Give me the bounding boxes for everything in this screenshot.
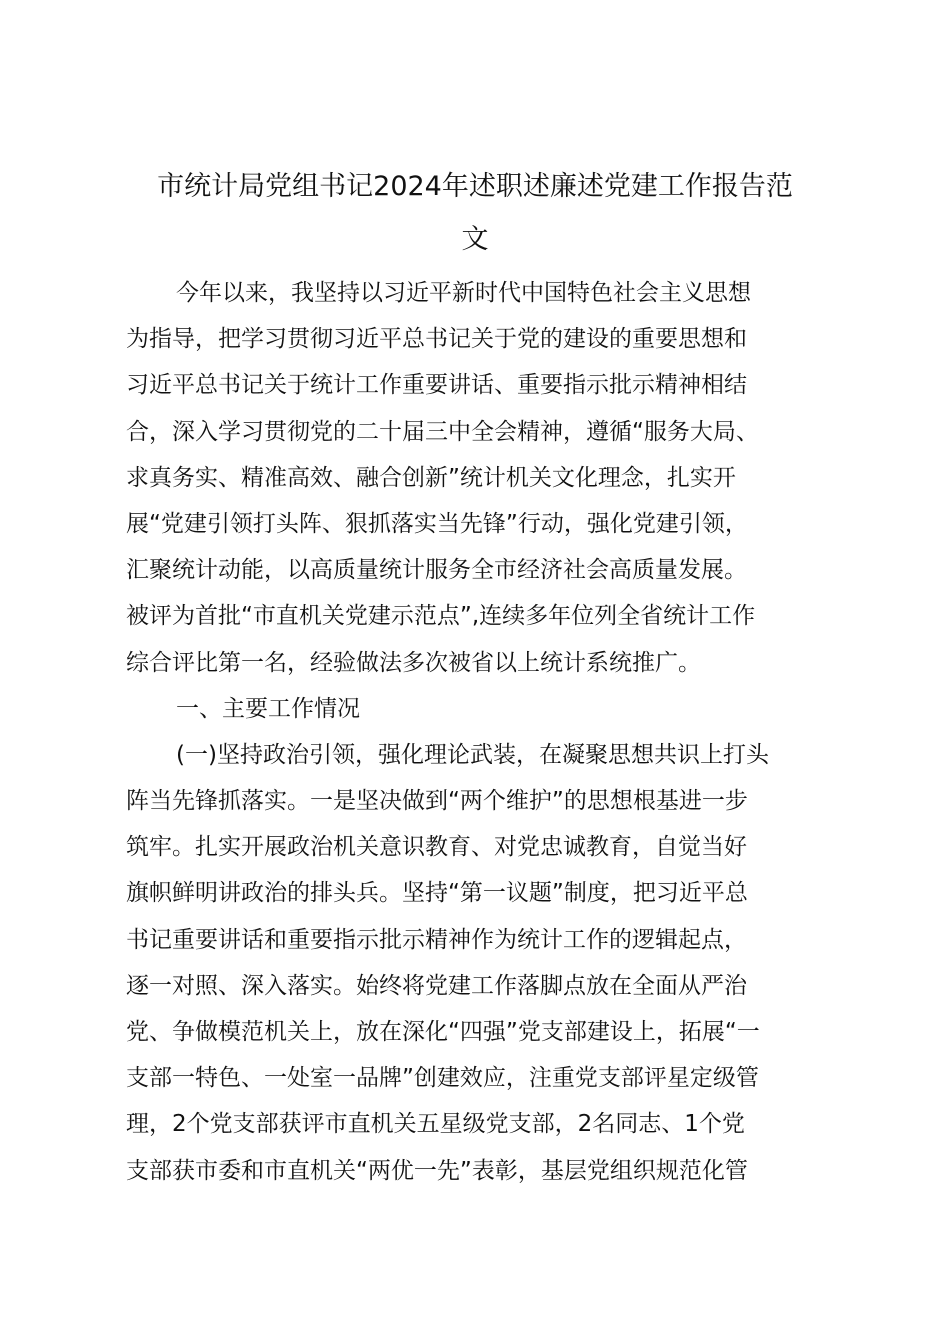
document-body	[126, 270, 836, 1194]
paragraph-line: 筑牢。扎实开展政治机关意识教育、对党忠诚教育，自觉当好	[126, 834, 747, 861]
document-title-line-2: 文	[461, 224, 489, 255]
paragraph-line: 旗帜鲜明讲政治的排头兵。坚持“第一议题”制度，把习近平总	[126, 880, 748, 907]
paragraph-line: 求真务实、精准高效、融合创新”统计机关文化理念，扎实开	[126, 464, 736, 491]
paragraph-line: 党、争做模范机关上，放在深化“四强”党支部建设上，拓展“一	[126, 1019, 760, 1045]
paragraph-line: 习近平总书记关于统计工作重要讲话、重要指示批示精神相结	[126, 372, 747, 399]
paragraph-line: 理，2个党支部获评市直机关五星级党支部，2名同志、1个党	[126, 1111, 745, 1138]
paragraph-line: 汇聚统计动能，以高质量统计服务全市经济社会高质量发展。	[126, 557, 747, 584]
paragraph-line: 支部一特色、一处室一品牌”创建效应，注重党支部评星定级管	[126, 1065, 759, 1092]
paragraph-line: 合，深入学习贯彻党的二十届三中全会精神，遵循“服务大局、	[126, 418, 759, 445]
document-title-line-1: 市统计局党组书记2024年述职述廉述党建工作报告范	[157, 171, 793, 202]
paragraph-line: 阵当先锋抓落实。一是坚决做到“两个维护”的思想根基进一步	[126, 788, 748, 815]
paragraph-line: (一)坚持政治引领，强化理论武装，在凝聚思想共识上打头	[176, 741, 769, 768]
paragraph-line: 支部获市委和市直机关“两优一先”表彰，基层党组织规范化管	[126, 1157, 748, 1184]
paragraph-line: 为指导，把学习贯彻习近平总书记关于党的建设的重要思想和	[126, 326, 747, 353]
paragraph-line: 逐一对照、深入落实。始终将党建工作落脚点放在全面从严治	[126, 972, 747, 999]
section-heading: 一、主要工作情况	[176, 695, 360, 722]
paragraph-line: 被评为首批“市直机关党建示范点”,连续多年位列全省统计工作	[126, 603, 756, 630]
paragraph-line: 书记重要讲话和重要指示批示精神作为统计工作的逻辑起点，	[126, 926, 747, 953]
paragraph-line: 综合评比第一名，经验做法多次被省以上统计系统推广。	[126, 649, 701, 676]
paragraph-line: 今年以来，我坚持以习近平新时代中国特色社会主义思想	[176, 280, 751, 306]
paragraph-line: 展“党建引领打头阵、狠抓落实当先锋”行动，强化党建引领，	[126, 510, 748, 537]
